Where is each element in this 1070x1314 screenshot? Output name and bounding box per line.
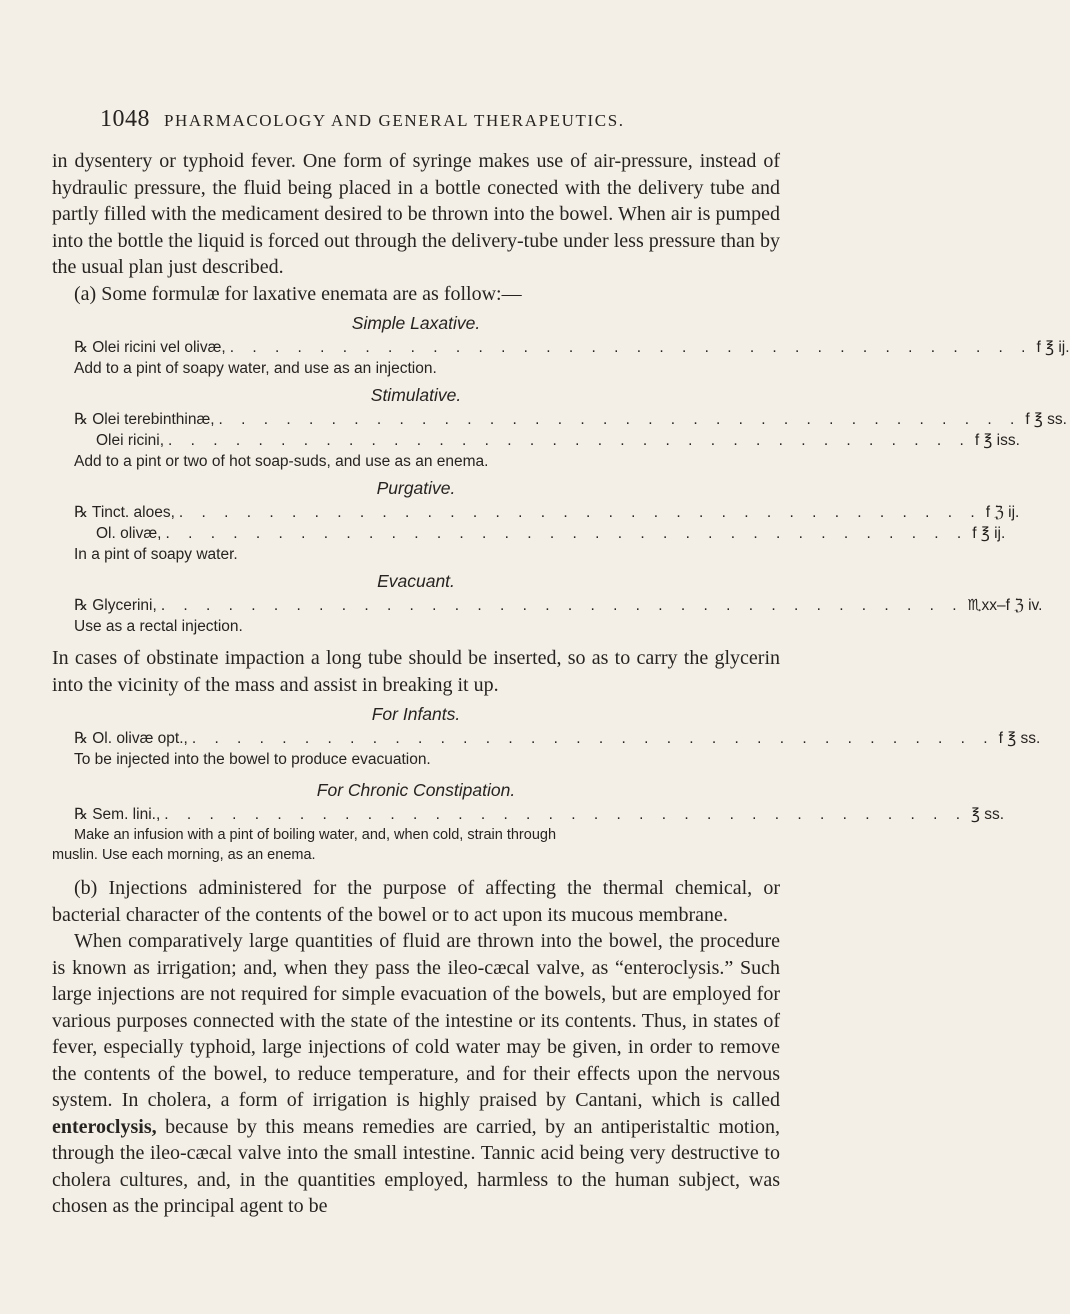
formula-stimulative [52,385,1067,472]
text-run: because by this means remedies are carried, by an antiperistaltic motion, through the ileo-cæcal valve into the small intestine. Tannic acid being very destructive to cholera cultures, and, in the quantities employed, harmless to the human subject, was chosen as the principal agent to be [52,1115,780,1217]
dot-leader: . . . . . . . . . . . . . . . . . . . . . . . . . . . . . . . . . . . . [191,730,995,747]
formula-chronic-constipation [52,780,1005,865]
paragraph-impaction: In cases of obstinate impaction a long tube should be inserted, so as to carry the glycerin into the vicinity of the mass and assist in breaking it up. [52,647,780,696]
paragraph-injections-b: (b) Injections administered for the purpose of affecting the thermal chemical, or bacterial character of the contents of the bowel or to act upon its mucous membrane. [52,877,780,926]
formula-line [52,337,1070,358]
formula-line [52,409,1067,430]
ingredient: ℞ Olei ricini vel olivæ, [74,339,226,356]
formula-directions: Make an infusion with a pint of boiling water, and, when cold, strain through [74,827,557,843]
dose: f ℥ ij. [1036,339,1070,356]
dot-leader: . . . . . . . . . . . . . . . . . . . . . . . . . . . . . . . . . . . . [178,504,982,521]
dose: f ℥ ss. [998,730,1041,747]
formula-directions: Use as a rectal injection. [74,618,243,635]
formula-for-infants [52,704,1041,770]
paragraph-syringe: in dysentery or typhoid fever. One form of syringe makes use of air-pressure, instead of hydraulic pressure, the fluid being placed in a bottle conected with the delivery tube and partly filled with the medicament desired to be thrown into the bowel. When air is pumped into the bottle the liquid is forced out through the delivery-tube under less pressure than by the usual plan just described. [52,150,780,278]
running-title: PHARMACOLOGY AND GENERAL THERAPEUTICS. [164,111,625,130]
formula-line [52,728,1041,749]
formula-evacuant [52,571,1043,637]
ingredient: ℞ Sem. lini., [74,806,161,823]
dot-leader: . . . . . . . . . . . . . . . . . . . . . . . . . . . . . . . . . . . . [229,339,1033,356]
ingredient: ℞ Olei terebinthinæ, [74,411,215,428]
dot-leader: . . . . . . . . . . . . . . . . . . . . . . . . . . . . . . . . . . . . [165,525,969,542]
paragraph-enteroclysis [52,928,780,1220]
formula-simple-laxative [52,313,1070,379]
formula-heading: Simple Laxative. [351,313,481,333]
dot-leader: . . . . . . . . . . . . . . . . . . . . . . . . . . . . . . . . . . . . [218,411,1022,428]
dose: f ℥ ij. [972,525,1006,542]
formula-line [52,804,1005,825]
formula-directions: To be injected into the bowel to produce evacuation. [74,751,431,768]
dot-leader: . . . . . . . . . . . . . . . . . . . . . . . . . . . . . . . . . . . . [164,806,968,823]
dose: f ℥ iss. [974,432,1020,449]
paragraph-formulae-intro: (a) Some formulæ for laxative enemata are as follow:— [74,282,522,305]
dot-leader: . . . . . . . . . . . . . . . . . . . . . . . . . . . . . . . . . . . . [168,432,971,449]
formula-directions: Add to a pint or two of hot soap-suds, and use as an enema. [74,453,489,470]
text-run: When comparatively large quantities of fluid are thrown into the bowel, the procedure is known as irrigation; and, when they pass the ileo-cæcal valve, as “enteroclysis.” Such large injections are not required for simple evacuation of the bowels, but are employed for various purposes connected with the state of the intestine or its contents. Thus, in states of fever, especially typhoid, large injections of cold water may be given, in order to remove the contents of the bowel, to reduce temperature, and for their effects upon the nervous system. In cholera, a form of irrigation is highly praised by Cantani, which is called [52,930,780,1111]
ingredient: ℞ Glycerini, [74,597,157,614]
ingredient: ℞ Ol. olivæ opt., [74,730,188,747]
formula-directions: Add to a pint of soapy water, and use as an injection. [74,360,437,377]
formula-line [52,523,1006,544]
formula-line [52,595,1043,616]
formula-line [52,502,1020,523]
formula-heading: Purgative. [376,478,456,498]
formula-heading: Stimulative. [370,385,462,405]
ingredient: Olei ricini, [96,432,165,449]
formula-purgative [52,478,1020,565]
dose: ℥ ss. [971,806,1005,823]
formula-heading: Evacuant. [377,571,455,591]
term-enteroclysis: enteroclysis, [52,1115,157,1138]
formula-directions: In a pint of soapy water. [74,546,238,563]
page-body [52,148,1070,1220]
ingredient: Ol. olivæ, [96,525,162,542]
dose: ♏xx–f ℨ iv. [967,597,1043,614]
formula-heading: For Chronic Constipation. [316,780,516,800]
formula-line [52,430,1020,451]
page-header [100,106,780,133]
page-number: 1048 [100,106,150,132]
formula-directions-continued: muslin. Use each morning, as an enema. [52,847,316,863]
dose: f ℥ ss. [1025,411,1067,428]
dose: f ℨ ij. [985,504,1020,521]
ingredient: ℞ Tinct. aloes, [74,504,175,521]
dot-leader: . . . . . . . . . . . . . . . . . . . . . . . . . . . . . . . . . . . . [160,597,964,614]
formula-heading: For Infants. [371,704,461,724]
